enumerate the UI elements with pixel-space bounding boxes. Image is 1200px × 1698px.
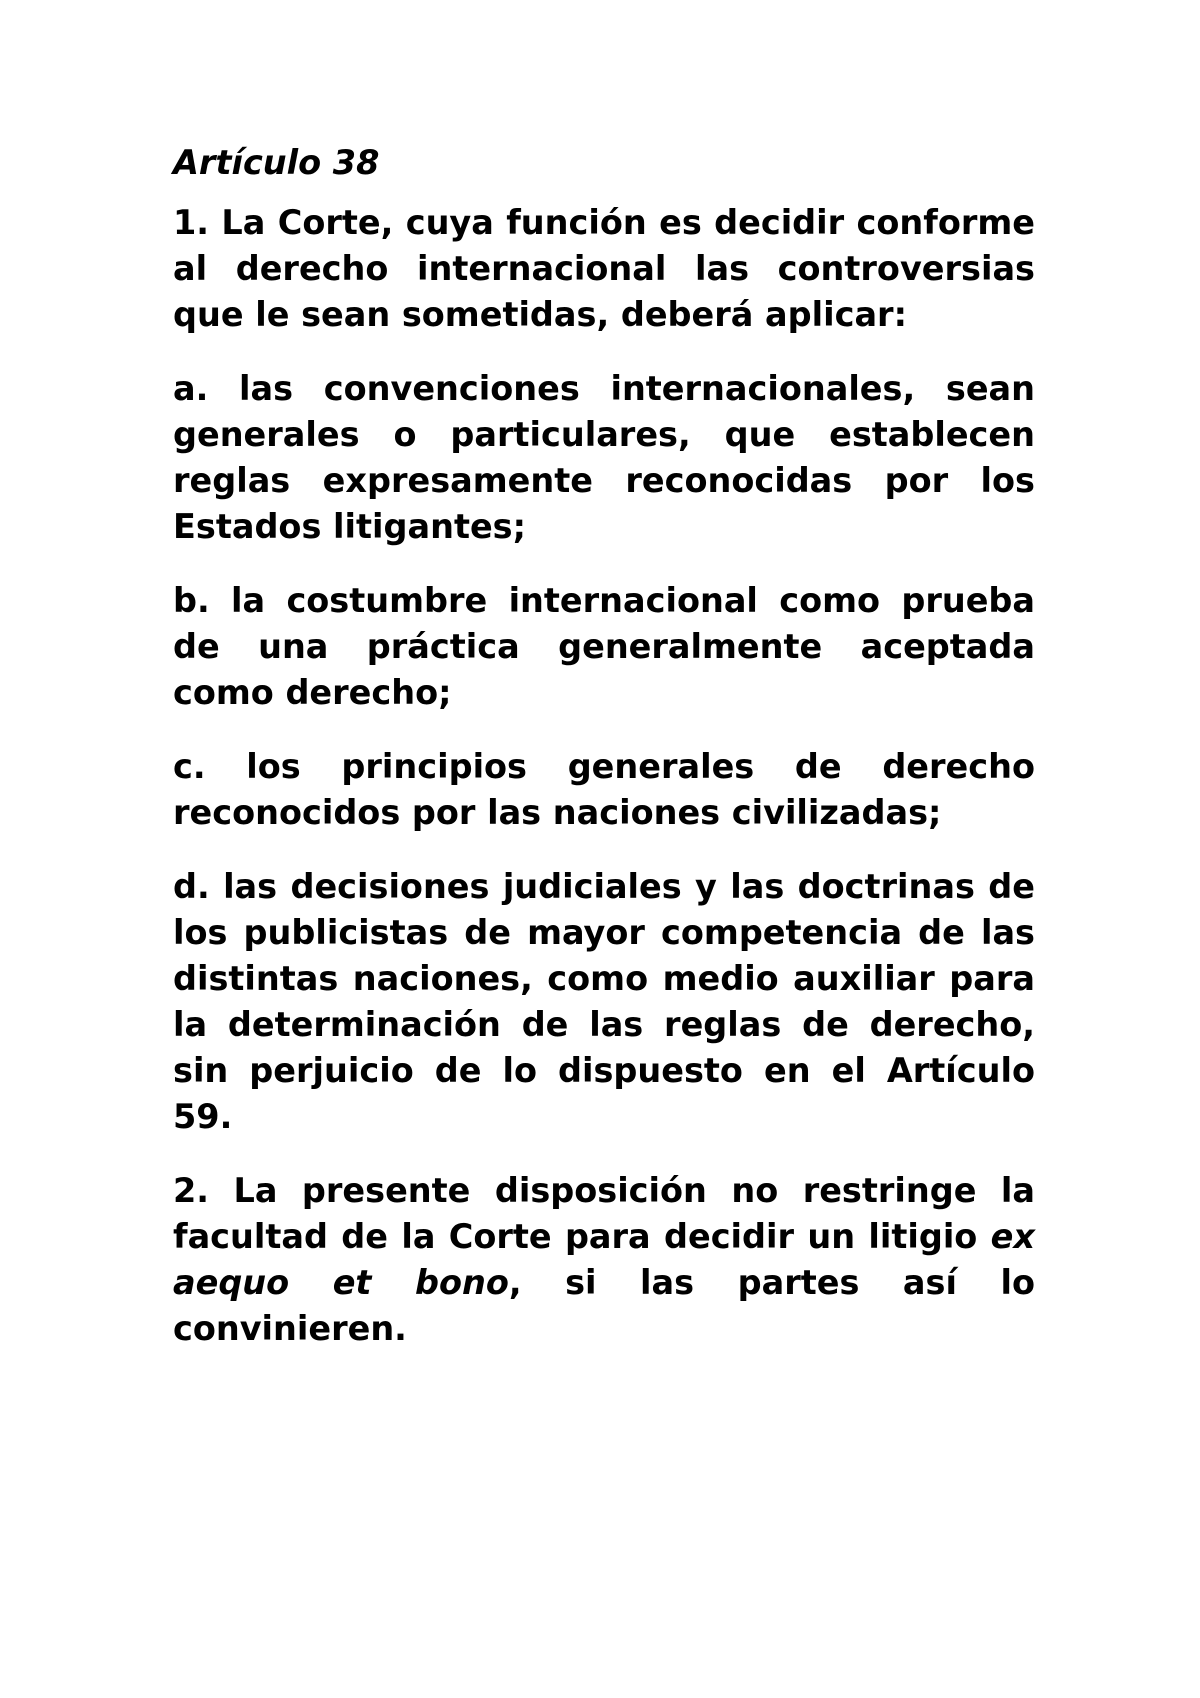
paragraph-2 (173, 1168, 1035, 1352)
item-c: c. los principios generales de derecho reconocidos por las naciones civilizadas; (173, 747, 1035, 832)
item-b: b. la costumbre internacional como prueba de una práctica generalmente aceptada como derecho; (173, 581, 1035, 712)
item-a: a. las convenciones internacionales, sean generales o particulares, que establecen reglas expresamente reconocidas por los Estados litigantes; (173, 369, 1035, 546)
document-page (173, 140, 1035, 1380)
article-title: Artículo 38 (173, 143, 380, 182)
paragraph-2-start: 2. La presente disposición no restringe la facultad de la Corte para decidir un litigio (173, 1171, 1035, 1256)
latin-phrase: ex aequo et bono (173, 1217, 1035, 1302)
paragraph-2-end: , si las partes así lo convinieren. (173, 1263, 1035, 1348)
paragraph-1: 1. La Corte, cuya función es decidir conforme al derecho internacional las controversias que le sean sometidas, deberá aplicar: (173, 203, 1035, 334)
item-d: d. las decisiones judiciales y las doctrinas de los publicistas de mayor competencia de las distintas naciones, como medio auxiliar para la determinación de las reglas de derecho, sin perjuicio de lo dispuesto en el Artículo 59. (173, 867, 1035, 1136)
